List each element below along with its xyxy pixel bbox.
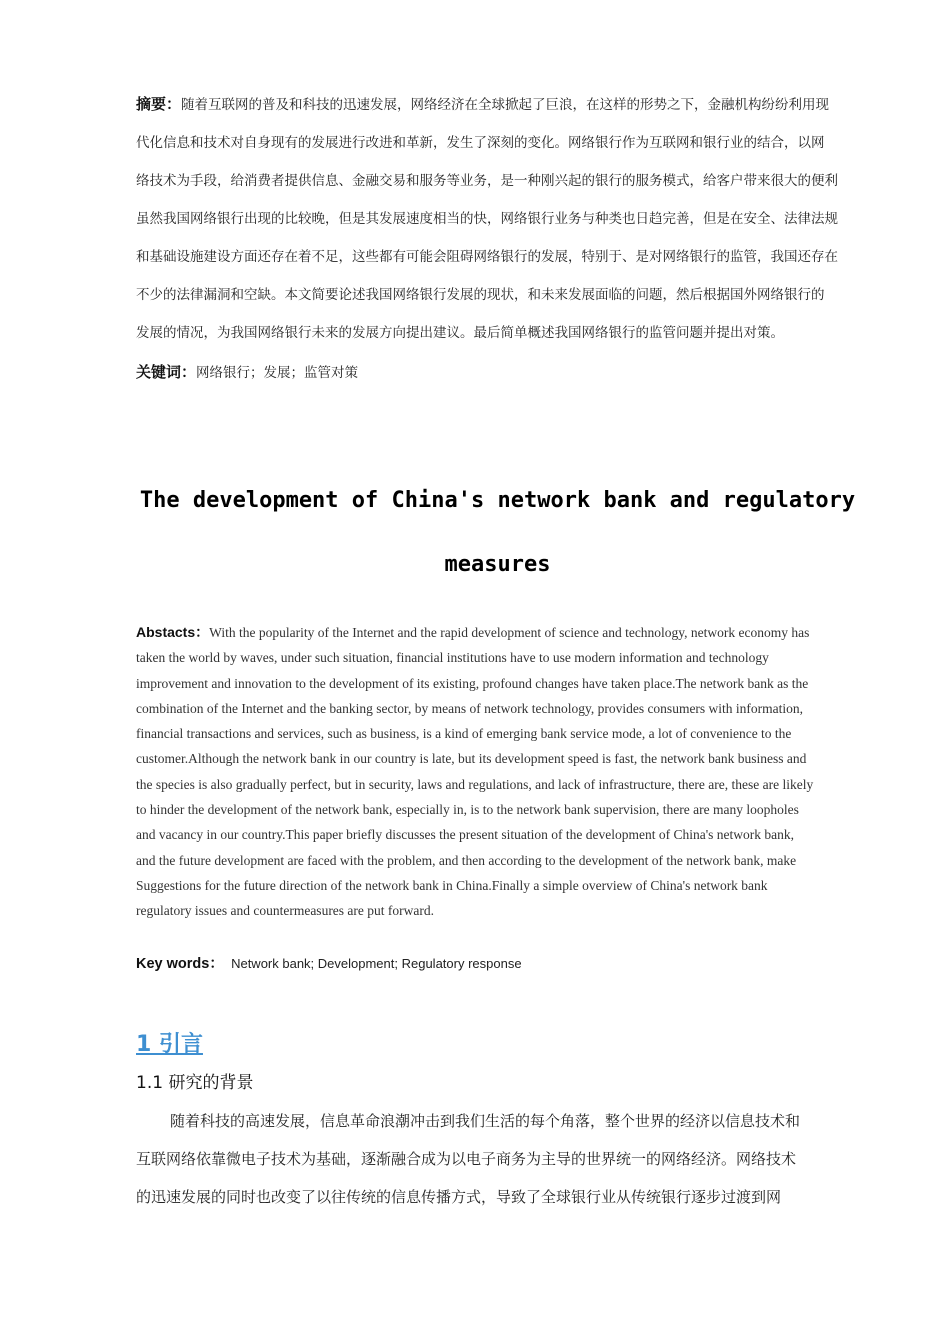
abstract-en-line: the species is also gradually perfect, but in security, laws and regulations, and lack of infrastructure, there are, these are likely — [136, 776, 814, 792]
keywords-en-label: Key words： — [136, 956, 224, 972]
abstract-en-line: taken the world by waves, under such situation, financial institutions have to use modern information and technology — [136, 650, 769, 666]
subsection-heading-background: 1.1 研究的背景 — [136, 1073, 254, 1093]
body-line: 随着科技的高速发展，信息革命浪潮冲击到我们生活的每个角落，整个世界的经济以信息技术和 — [170, 1112, 801, 1130]
abstract-en-line: improvement and innovation to the development of its existing, profound changes have taken place.The network bank as the — [136, 675, 809, 691]
english-title-line1: The development of China's network bank and regulatory — [139, 488, 856, 513]
keywords-en-value: Network bank; Development; Regulatory response — [231, 956, 522, 971]
abstract-en-line: and the future development are faced with the problem, and then according to the development of the network bank, make — [136, 852, 797, 868]
abstract-en-line — [136, 620, 860, 645]
abstract-cn-line: 发展的情况，为我国网络银行未来的发展方向提出建议。最后简单概述我国网络银行的监管问题并提出对策。 — [136, 325, 784, 341]
abstract-en-text: With the popularity of the Internet and the rapid development of science and technology, network economy has — [209, 625, 810, 640]
abstract-cn-line: 络技术为手段，给消费者提供信息、金融交易和服务等业务，是一种刚兴起的银行的服务模式，给客户带来很大的便利 — [136, 173, 838, 189]
abstract-cn-label: 摘要： — [136, 95, 182, 113]
abstract-cn-line — [136, 85, 860, 124]
keywords-cn — [136, 358, 860, 387]
section-heading-intro[interactable]: 1 引言 — [136, 1032, 203, 1057]
keywords-cn-value: 网络银行；发展；监管对策 — [196, 365, 359, 381]
abstract-en-line: combination of the Internet and the banking sector, by means of network technology, provides consumers with information, — [136, 700, 804, 716]
abstract-cn-line: 虽然我国网络银行出现的比较晚，但是其发展速度相当的快，网络银行业务与种类也日趋完善，但是在安全、法律法规 — [136, 211, 838, 227]
abstract-cn-line: 不少的法律漏洞和空缺。本文简要论述我国网络银行发展的现状，和未来发展面临的问题，然后根据国外网络银行的 — [136, 287, 825, 303]
section-body — [136, 1102, 860, 1216]
abstract-en-line: Suggestions for the future direction of the network bank in China.Finally a simple overview of China's network bank — [136, 877, 768, 893]
abstract-cn-line: 代化信息和技术对自身现有的发展进行改进和革新，发生了深刻的变化。网络银行作为互联网和银行业的结合，以网 — [136, 135, 825, 151]
abstract-en-line: to hinder the development of the network bank, especially in, is to the network bank supervision, there are many loopholes — [136, 802, 799, 818]
abstract-cn-line: 和基础设施建设方面还存在着不足，这些都有可能会阻碍网络银行的发展，特别于、是对网络银行的监管，我国还存在 — [136, 249, 838, 265]
abstract-en-line: customer.Although the network bank in our country is late, but its development speed is fast, the network bank business and — [136, 751, 807, 767]
keywords-cn-label: 关键词： — [136, 363, 197, 381]
body-line: 的迅速发展的同时也改变了以往传统的信息传播方式，导致了全球银行业从传统银行逐步过渡到网 — [136, 1188, 782, 1206]
body-line: 互联网络依靠微电子技术为基础，逐渐融合成为以电子商务为主导的世界统一的网络经济。网络技术 — [136, 1150, 797, 1168]
abstract-en-line: and vacancy in our country.This paper briefly discusses the present situation of the development of China's network bank, — [136, 827, 795, 843]
english-title-line2: measures — [444, 552, 551, 577]
abstract-en-line: financial transactions and services, such as business, is a kind of emerging bank service mode, a lot of convenience to the — [136, 726, 792, 742]
abstract-cn-text: 随着互联网的普及和科技的迅速发展，网络经济在全球掀起了巨浪，在这样的形势之下，金融机构纷纷利用现 — [181, 97, 830, 113]
keywords-en — [136, 951, 860, 977]
abstract-cn — [136, 85, 860, 352]
abstract-en — [136, 620, 860, 924]
abstract-en-label: Abstacts： — [136, 624, 210, 640]
abstract-en-line: regulatory issues and countermeasures are put forward. — [136, 903, 435, 919]
